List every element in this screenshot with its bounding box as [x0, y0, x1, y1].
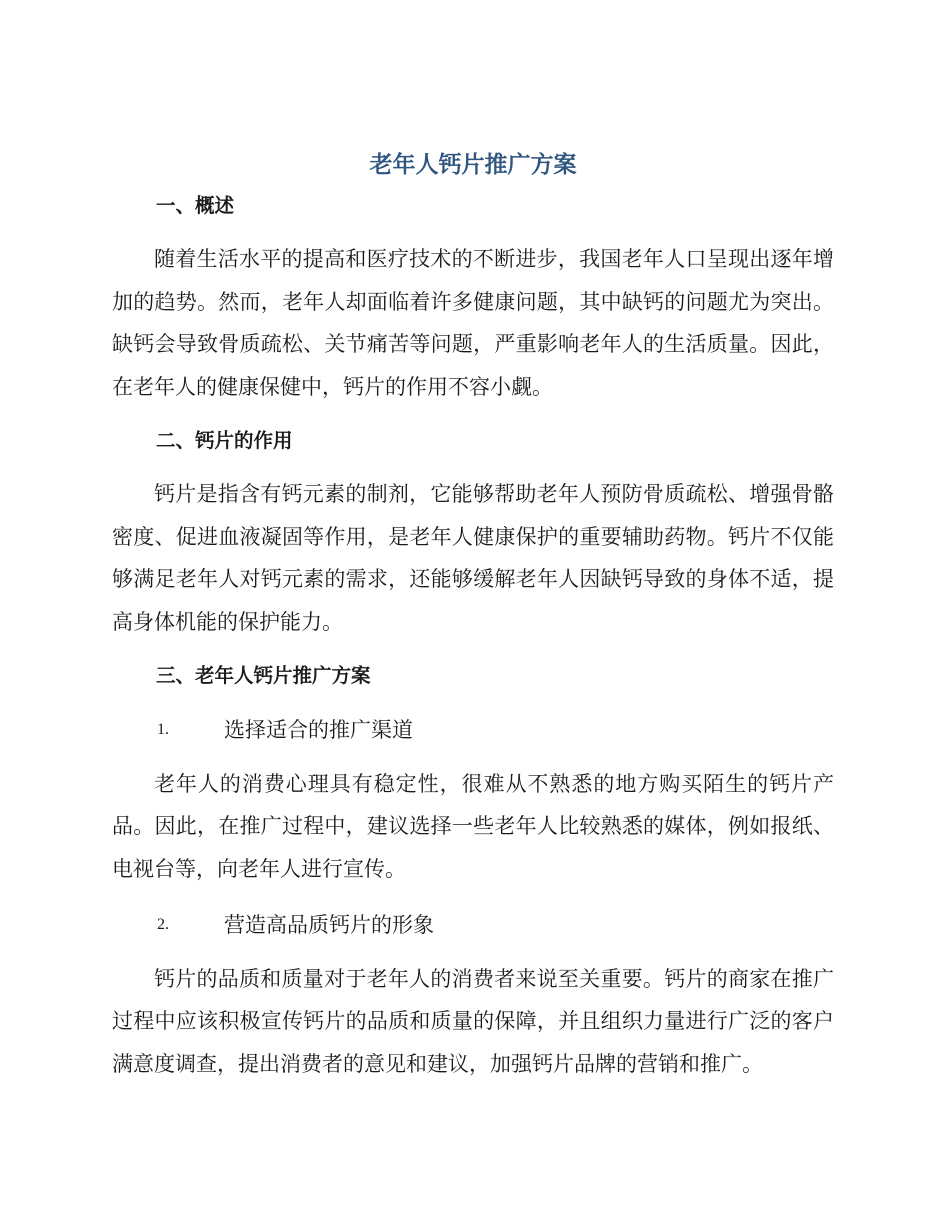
- plan-item-2-number: 2.: [157, 915, 169, 933]
- plan-item-2-label: 营造高品质钙片的形象: [224, 912, 434, 937]
- section-paragraph-overview: 随着生活水平的提高和医疗技术的不断进步，我国老年人口呈现出逐年增加的趋势。然而，老年人却面临着许多健康问题，其中缺钙的问题尤为突出。缺钙会导致骨质疏松、关节痛苦等问题，严重影响老年人的生活质量。因此，在老年人的健康保健中，钙片的作用不容小觑。: [112, 247, 834, 400]
- plan-item-2-paragraph: 钙片的品质和质量对于老年人的消费者来说至关重要。钙片的商家在推广过程中应该积极宣传钙片的品质和质量的保障，并且组织力量进行广泛的客户满意度调查，提出消费者的意见和建议，加强钙片品牌的营销和推广。: [112, 966, 834, 1077]
- plan-item-1-paragraph: 老年人的消费心理具有稳定性，很难从不熟悉的地方购买陌生的钙片产品。因此，在推广过程中，建议选择一些老年人比较熟悉的媒体，例如报纸、电视台等，向老年人进行宣传。: [112, 771, 834, 882]
- plan-item-1-title: [112, 714, 834, 746]
- plan-item-1-label: 选择适合的推广渠道: [224, 717, 413, 742]
- section-paragraph-function: 钙片是指含有钙元素的制剂，它能够帮助老年人预防骨质疏松、增强骨骼密度、促进血液凝固等作用，是老年人健康保护的重要辅助药物。钙片不仅能够满足老年人对钙元素的需求，还能够缓解老年人因缺钙导致的身体不适，提高身体机能的保护能力。: [112, 481, 834, 634]
- section-heading-function: 二、钙片的作用: [156, 428, 293, 452]
- section-heading-overview: 一、概述: [156, 194, 235, 217]
- document-title: 老年人钙片推广方案: [369, 152, 577, 178]
- document-body: [112, 143, 834, 1086]
- plan-item-1-number: 1.: [157, 720, 169, 738]
- section-heading-plan: 三、老年人钙片推广方案: [156, 663, 371, 687]
- plan-item-2-title: [112, 909, 834, 941]
